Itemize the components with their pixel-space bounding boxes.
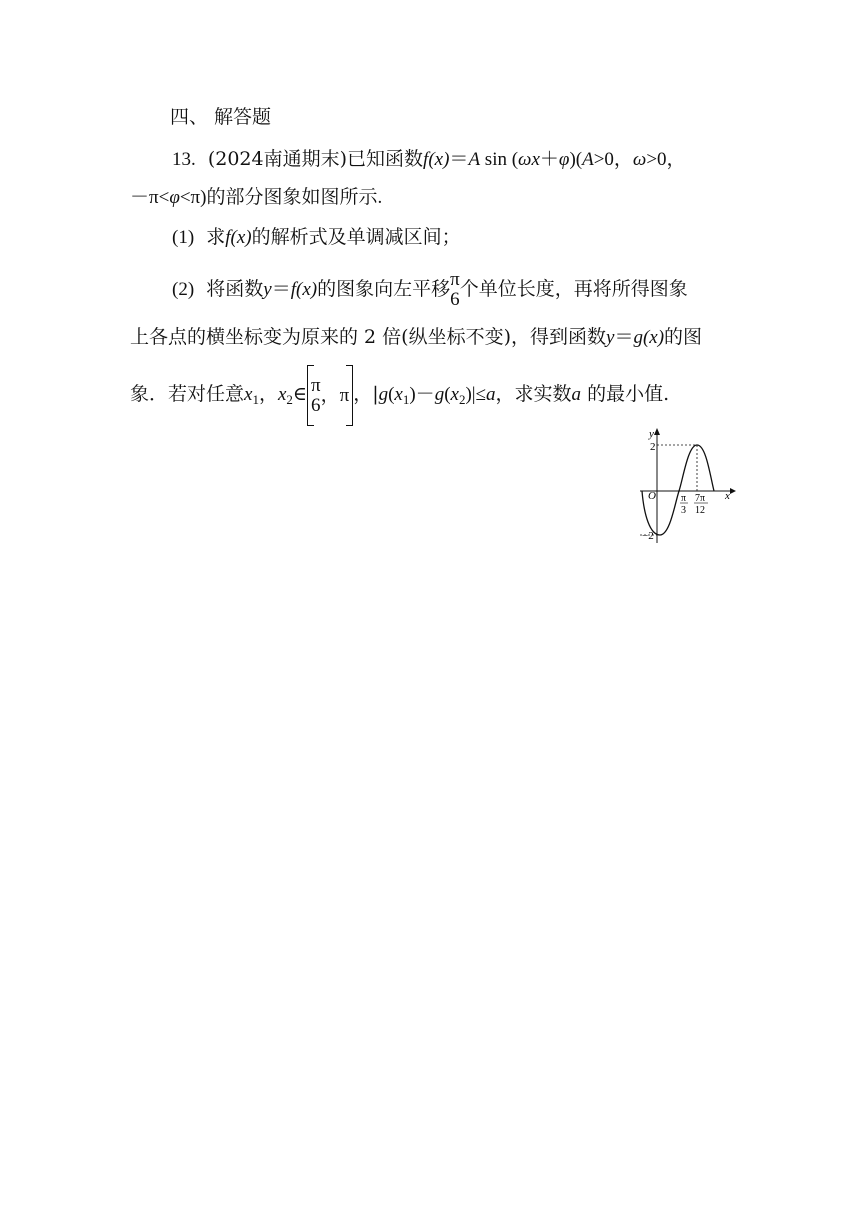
tick-pi-3-num: π bbox=[681, 493, 687, 504]
y-max-label: 2 bbox=[650, 441, 656, 453]
problem-source: (2024南通期末) bbox=[207, 148, 348, 170]
part2-line-3: 象．若对任意$x_1$，$x_2\in$ π 6 ，π ，$|g(x_1)-g(x_2)|\le a$，求实数a 的最小值. bbox=[130, 366, 669, 422]
section-heading: 四、 解答题 bbox=[170, 106, 272, 128]
part2-label: (2) bbox=[172, 279, 195, 300]
part2-line-2: 上各点的横坐标变为原来的 2 倍(纵坐标不变)，得到函数y＝g(x)的图 bbox=[130, 326, 703, 348]
y-min-label: −2 bbox=[642, 530, 654, 542]
part1-label: (1) bbox=[172, 227, 195, 248]
function-graph bbox=[630, 425, 750, 545]
y-axis-arrow bbox=[654, 428, 660, 435]
fraction-pi-over-6: π 6 bbox=[450, 269, 460, 310]
problem-number: 13. bbox=[172, 149, 196, 170]
interval-bracket: π 6 ，π bbox=[307, 367, 353, 424]
part2-line-1: (2) 将函数y＝f(x)的图象向左平移 π 6 个单位长度，再将所得图象 bbox=[172, 269, 688, 310]
tick-7pi-12-den: 12 bbox=[695, 505, 705, 516]
tick-pi-3-den: 3 bbox=[681, 505, 686, 516]
problem-line-2: －π<φ<π)的部分图象如图所示. bbox=[130, 187, 383, 208]
y-axis-label: y bbox=[649, 428, 654, 440]
x-axis-label: x bbox=[725, 490, 730, 502]
x-axis-arrow bbox=[730, 488, 736, 494]
tick-7pi-12-num: 7π bbox=[695, 493, 706, 504]
origin-label: O bbox=[648, 490, 656, 502]
part1-line: (1) 求f(x)的解析式及单调减区间； bbox=[172, 226, 461, 248]
problem-line-1: 13. (2024南通期末)已知函数f(x)＝A sin (ωx＋φ)(A>0，ω>0， bbox=[172, 148, 686, 170]
